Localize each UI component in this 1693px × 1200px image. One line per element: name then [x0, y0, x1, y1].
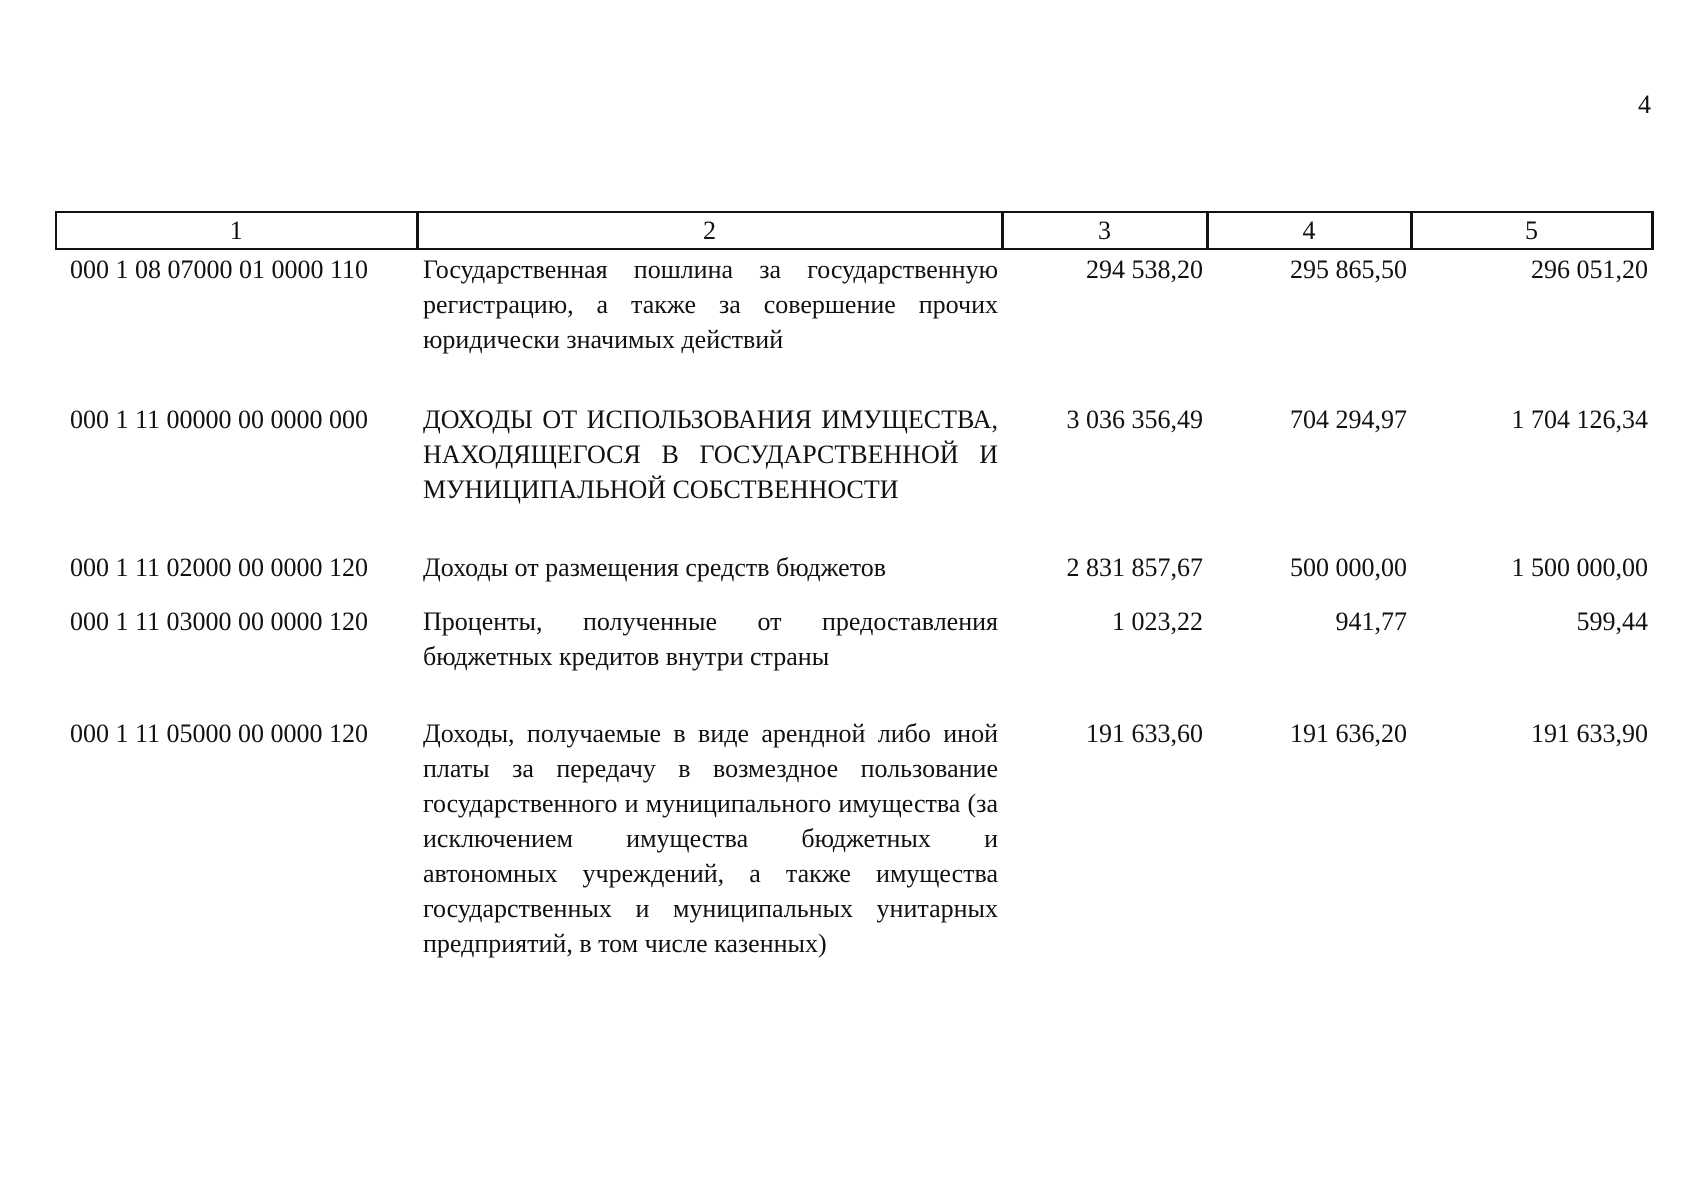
value-col-3: 3 036 356,49 — [1066, 405, 1203, 434]
value-col-5: 1 704 126,34 — [1511, 405, 1648, 434]
budget-code: 000 1 11 05000 00 0000 120 — [70, 719, 369, 748]
value-col-4: 500 000,00 — [1290, 553, 1407, 582]
value-col-3: 294 538,20 — [1086, 255, 1203, 284]
value-col-5: 296 051,20 — [1531, 255, 1648, 284]
budget-code: 000 1 11 00000 00 0000 000 — [70, 405, 369, 434]
table-row — [56, 400, 1652, 548]
value-col-4: 295 865,50 — [1290, 255, 1407, 284]
header-col-4: 4 — [1207, 212, 1411, 249]
header-col-1: 1 — [56, 212, 417, 249]
budget-code: 000 1 11 02000 00 0000 120 — [70, 553, 369, 582]
value-col-3: 2 831 857,67 — [1066, 553, 1203, 582]
header-col-3: 3 — [1002, 212, 1207, 249]
header-col-5: 5 — [1411, 212, 1652, 249]
budget-code: 000 1 11 03000 00 0000 120 — [70, 607, 369, 636]
revenue-name: Государственная пошлина за государственную регистрацию, а также за совершение прочих юридически значимых действий — [423, 255, 998, 354]
table-row — [56, 602, 1652, 714]
value-col-5: 1 500 000,00 — [1511, 553, 1648, 582]
revenue-name: ДОХОДЫ ОТ ИСПОЛЬЗОВАНИЯ ИМУЩЕСТВА, НАХОДЯЩЕГОСЯ В ГОСУДАРСТВЕННОЙ И МУНИЦИПАЛЬНОЙ СОБСТВЕННОСТИ — [423, 405, 998, 504]
value-col-4: 191 636,20 — [1290, 719, 1407, 748]
revenue-name: Доходы от размещения средств бюджетов — [423, 553, 887, 582]
value-col-5: 599,44 — [1576, 607, 1648, 636]
page-number: 4 — [1638, 90, 1651, 119]
revenue-name: Проценты, полученные от предоставления бюджетных кредитов внутри страны — [423, 607, 998, 671]
header-col-2: 2 — [417, 212, 1002, 249]
table-row — [56, 548, 1652, 602]
budget-code: 000 1 08 07000 01 0000 110 — [70, 255, 369, 284]
value-col-5: 191 633,90 — [1531, 719, 1648, 748]
table-row — [56, 714, 1652, 996]
value-col-3: 1 023,22 — [1112, 607, 1203, 636]
revenue-name: Доходы, получаемые в виде арендной либо иной платы за передачу в возмездное пользование государственного и муниципального имущества (за исключением имущества бюджетных и автономных учреждений, а также имущества государственных и муниципальных унитарных предприятий, в том числе казенных) — [423, 719, 998, 958]
table-header-row — [56, 212, 1652, 249]
table-row — [56, 249, 1652, 400]
value-col-4: 704 294,97 — [1290, 405, 1407, 434]
budget-revenue-table — [55, 211, 1654, 996]
value-col-4: 941,77 — [1335, 607, 1407, 636]
value-col-3: 191 633,60 — [1086, 719, 1203, 748]
